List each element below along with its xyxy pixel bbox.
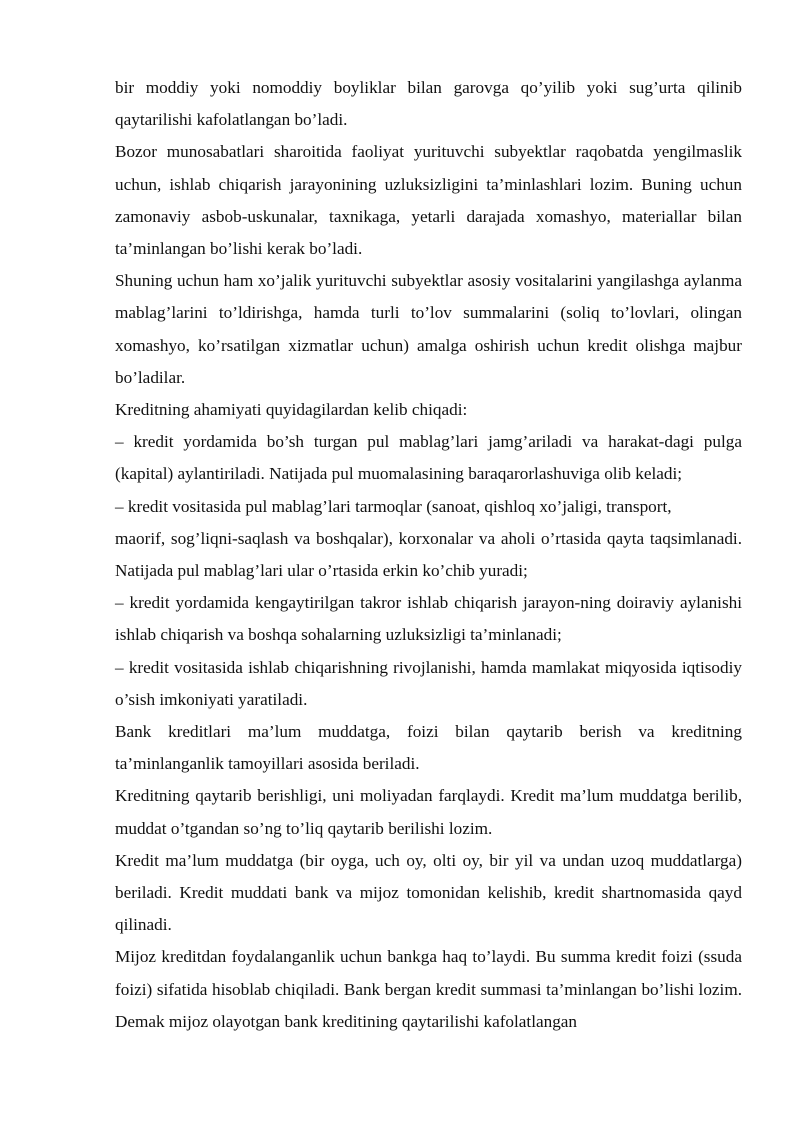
- paragraph: – kredit yordamida bo’sh turgan pul mablag’lari jamg’ariladi va harakat-dagi pulga (kapital) aylantiriladi. Natijada pul muomalasining baraqarorlashuviga olib keladi;: [115, 432, 742, 484]
- paragraph: Kreditning qaytarib berishligi, uni moliyadan farqlaydi. Kredit ma’lum muddatga berilib, muddat o’tgandan so’ng to’liq qaytarib berilishi lozim.: [115, 786, 742, 838]
- paragraph: Kreditning ahamiyati quyidagilardan kelib chiqadi:: [115, 400, 468, 420]
- paragraph: – kredit vositasida pul mablag’lari tarmoqlar (sanoat, qishloq xo’jaligi, transport,: [115, 496, 672, 516]
- document-page: [115, 72, 742, 1038]
- paragraph: Shuning uchun ham xo’jalik yurituvchi subyektlar asosiy vositalarini yangilashga aylanma mablag’larini to’ldirishga, hamda turli to’lov summalarini (soliq to’lovlari, olingan xomashyo, ko’rsatilgan xizmatlar uchun) amalga oshirish uchun kredit olishga majbur bo’ladilar.: [115, 271, 742, 387]
- paragraph: Bozor munosabatlari sharoitida faoliyat yurituvchi subyektlar raqobatda yengilmaslik uchun, ishlab chiqarish jarayonining uzluksizligini ta’minlashlari lozim. Buning uchun zamonaviy asbob-uskunalar, taxnikaga, yetarli darajada xomashyo, materiallar bilan ta’minlangan bo’lishi kerak bo’ladi.: [115, 142, 742, 259]
- paragraph: bir moddiy yoki nomoddiy boyliklar bilan garovga qo’yilib yoki sug’urta qilinib qaytarilishi kafolatlangan bo’ladi.: [115, 78, 742, 130]
- paragraph: Mijoz kreditdan foydalanganlik uchun bankga haq to’laydi. Bu summa kredit foizi (ssuda foizi) sifatida hisoblab chiqiladi. Bank bergan kredit summasi ta’minlangan bo’lishi lozim. Demak mijoz olayotgan bank kreditining qaytarilishi kafolatlangan: [115, 947, 742, 1031]
- paragraph: – kredit vositasida ishlab chiqarishning rivojlanishi, hamda mamlakat miqyosida iqtisodiy o’sish imkoniyati yaratiladi.: [115, 657, 742, 709]
- paragraph: Bank kreditlari ma’lum muddatga, foizi bilan qaytarib berish va kreditning ta’minlanganlik tamoyillari asosida beriladi.: [115, 722, 742, 774]
- paragraph: maorif, sog’liqni-saqlash va boshqalar), korxonalar va aholi o’rtasida qayta taqsimlanadi. Natijada pul mablag’lari ular o’rtasida erkin ko’chib yuradi;: [115, 528, 742, 581]
- paragraph: Kredit ma’lum muddatga (bir oyga, uch oy, olti oy, bir yil va undan uzoq muddatlarga) beriladi. Kredit muddati bank va mijoz tomonidan kelishib, kredit shartnomasida qayd qilinadi.: [115, 850, 742, 935]
- paragraph: – kredit yordamida kengaytirilgan takror ishlab chiqarish jarayon-ning doiraviy aylanishi ishlab chiqarish va boshqa sohalarning uzluksizligi ta’minlanadi;: [115, 593, 742, 645]
